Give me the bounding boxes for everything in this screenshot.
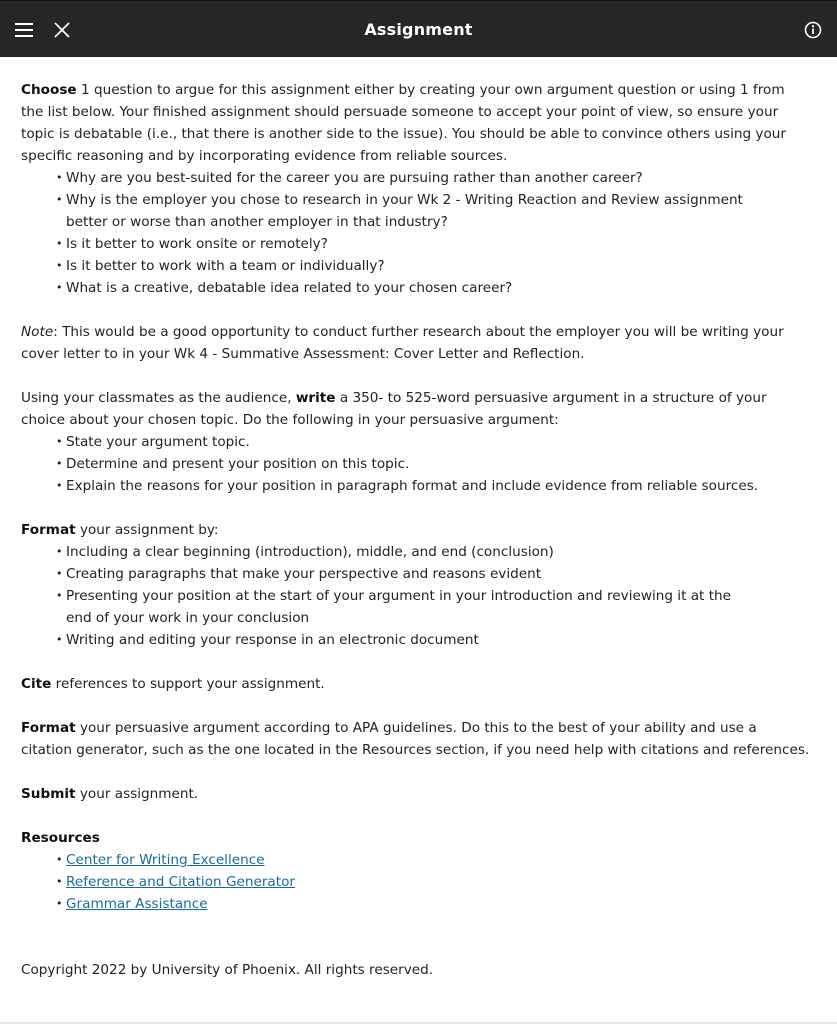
intro-text: 1 question to argue for this assignment either by creating your own argument question or using 1 from the list below. Your finished assignment should persuade someone to accept your point of view, so ensure your topic is debatable (i.e., that there is another side to the issue). You should be able to convince others using your specific reasoning and by incorporating evidence from reliable sources.: [21, 82, 786, 164]
list-item: • Explain the reasons for your position in paragraph format and include evidence from reliable sources.: [56, 475, 811, 497]
list-item: • State your argument topic.: [56, 431, 811, 453]
submit-paragraph: [21, 783, 811, 805]
list-item: • Presenting your position at the start of your argument in your introduction and reviewing it at the end of your work in your conclusion: [56, 585, 756, 629]
page-title: Assignment: [364, 19, 473, 39]
list-item: • Creating paragraphs that make your perspective and reasons evident: [56, 563, 811, 585]
format-text: your assignment by:: [75, 522, 219, 538]
write-prefix: Using your classmates as the audience,: [21, 390, 296, 406]
note-label: Note: [21, 324, 54, 340]
list-item: • Including a clear beginning (introduction), middle, and end (conclusion): [56, 541, 811, 563]
write-paragraph: [21, 387, 811, 431]
format-list: [21, 541, 811, 651]
list-item: • Writing and editing your response in an electronic document: [56, 629, 811, 651]
list-item: • Why are you best-suited for the career you are pursuing rather than another career?: [56, 167, 811, 189]
cite-bold: Cite: [21, 676, 52, 692]
cite-paragraph: [21, 673, 811, 695]
resource-item: [56, 871, 811, 893]
list-item: • Why is the employer you chose to research in your Wk 2 - Writing Reaction and Review assignment better or worse than another employer in that industry?: [56, 189, 756, 233]
note-paragraph: [21, 321, 811, 365]
copyright-text: Copyright 2022 by University of Phoenix. All rights reserved.: [21, 962, 434, 978]
intro-paragraph: [21, 79, 811, 167]
close-icon: [54, 22, 70, 38]
write-bold: write: [295, 390, 336, 406]
intro-bold: Choose: [21, 82, 77, 98]
link-writing-excellence[interactable]: Center for Writing Excellence: [66, 852, 265, 868]
format-paragraph: [21, 519, 811, 541]
question-list: [21, 167, 811, 299]
list-item: • Is it better to work with a team or individually?: [56, 255, 811, 277]
format-bold: Format: [21, 522, 76, 538]
apa-text: your persuasive argument according to APA guidelines. Do this to the best of your ability and use a citation generator, such as the one located in the Resources section, if you need help with citations and references.: [21, 720, 810, 758]
cite-text: references to support your assignment.: [51, 676, 325, 692]
resources-list: [21, 849, 811, 915]
link-citation-generator[interactable]: Reference and Citation Generator: [66, 874, 295, 890]
menu-button[interactable]: [4, 1, 44, 58]
assignment-content: [21, 79, 811, 981]
apa-bold: Format: [21, 720, 76, 736]
resource-item: [56, 893, 811, 915]
list-item: • Is it better to work onsite or remotely?: [56, 233, 811, 255]
apa-paragraph: [21, 717, 811, 761]
submit-bold: Submit: [21, 786, 76, 802]
list-item: • Determine and present your position on this topic.: [56, 453, 811, 475]
close-button[interactable]: [42, 1, 82, 58]
link-grammar-assistance[interactable]: Grammar Assistance: [66, 896, 208, 912]
top-bar: [0, 0, 837, 57]
submit-text: your assignment.: [75, 786, 199, 802]
list-item: • What is a creative, debatable idea related to your chosen career?: [56, 277, 811, 299]
resources-heading: Resources: [21, 830, 100, 846]
resource-item: [56, 849, 811, 871]
info-icon: [804, 21, 822, 39]
hamburger-menu-icon: [15, 23, 33, 37]
write-list: [21, 431, 811, 497]
info-button[interactable]: [793, 1, 833, 58]
note-text: : This would be a good opportunity to conduct further research about the employer you will be writing your cover letter to in your Wk 4 - Summative Assessment: Cover Letter and Reflection.: [21, 324, 784, 362]
write-text: a 350- to 525-word persuasive argument in a structure of your choice about your chosen topic. Do the following in your persuasive argument:: [21, 390, 767, 428]
